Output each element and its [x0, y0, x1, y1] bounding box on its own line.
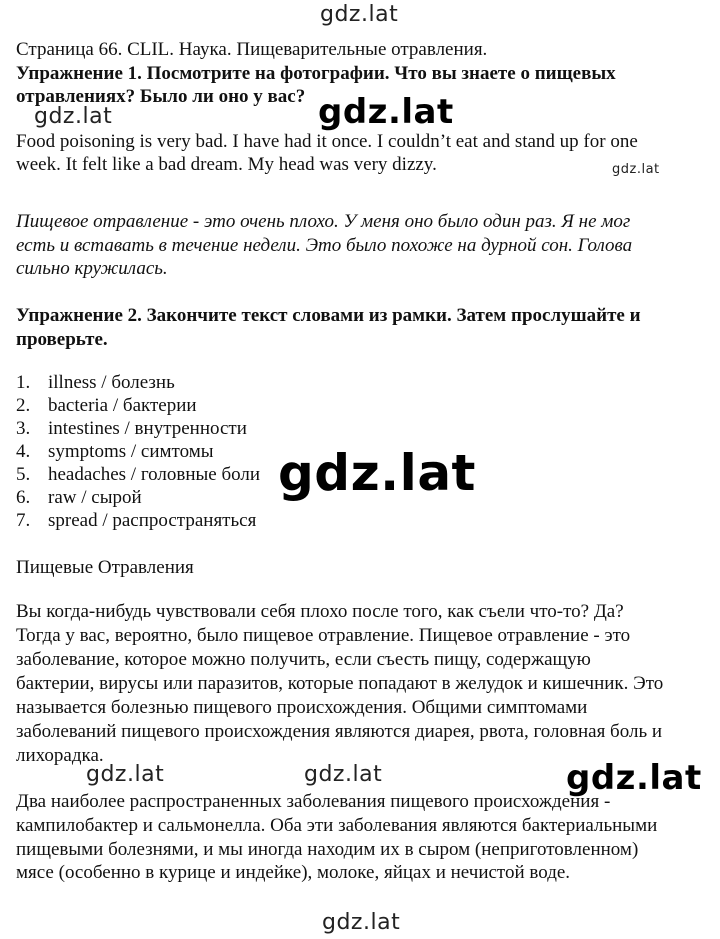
watermark-lower-center: gdz.lat — [304, 762, 383, 787]
watermark-lower-right: gdz.lat — [566, 758, 702, 798]
page-title: Страница 66. CLIL. Наука. Пищеварительные отравления. — [16, 39, 488, 60]
list-item — [16, 486, 142, 509]
article-paragraph-line: кампилобактер и сальмонелла. Оба эти заболевания являются бактериальными — [16, 815, 658, 836]
list-item — [16, 394, 197, 417]
article-paragraph-line: заболеваний пищевого происхождения являются диарея, рвота, головная боль и — [16, 721, 663, 742]
list-item — [16, 463, 260, 486]
list-item-number: 2. — [16, 395, 31, 416]
article-paragraph-line: заболевание, которое можно получить, если съесть пищу, содержащую — [16, 649, 591, 670]
list-item-number: 7. — [16, 510, 31, 531]
watermark-right-small: gdz.lat — [612, 162, 660, 177]
list-item-text: illness / болезнь — [48, 372, 175, 393]
exercise1-russian-line: сильно кружилась. — [16, 258, 168, 279]
list-item — [16, 440, 214, 463]
article-paragraph-line: пищевыми болезнями, и мы иногда находим их в сыром (неприготовленном) — [16, 839, 639, 860]
exercise2-heading-cont: проверьте. — [16, 329, 108, 350]
watermark-bottom: gdz.lat — [322, 910, 401, 935]
list-item — [16, 417, 247, 440]
list-item-text: headaches / головные боли — [48, 464, 261, 485]
list-item-text: symptoms / симтомы — [48, 441, 214, 462]
watermark-lower-left: gdz.lat — [86, 762, 165, 787]
exercise1-russian-line: Пищевое отравление - это очень плохо. У меня оно было один раз. Я не мог — [16, 211, 631, 232]
list-item-text: raw / сырой — [48, 487, 142, 508]
exercise1-heading-cont: отравлениях? Было ли оно у вас? — [16, 86, 306, 107]
watermark-left-upper: gdz.lat — [34, 104, 113, 129]
article-title: Пищевые Отравления — [16, 557, 194, 578]
list-item-number: 5. — [16, 464, 31, 485]
list-item-number: 1. — [16, 372, 31, 393]
article-paragraph-line: Тогда у вас, вероятно, было пищевое отравление. Пищевое отравление - это — [16, 625, 631, 646]
article-paragraph-line: называется болезнью пищевого происхождения. Общими симптомами — [16, 697, 588, 718]
list-item-text: spread / распространяться — [48, 510, 257, 531]
list-item-number: 3. — [16, 418, 31, 439]
exercise1-english-line: Food poisoning is very bad. I have had it once. I couldn’t eat and stand up for one — [16, 131, 638, 152]
article-paragraph-line: мясе (особенно в курице и индейке), молоке, яйцах и нечистой воде. — [16, 862, 571, 883]
exercise1-russian-line: есть и вставать в течение недели. Это было похоже на дурной сон. Голова — [16, 235, 633, 256]
watermark-center-upper: gdz.lat — [318, 92, 454, 132]
list-item-number: 6. — [16, 487, 31, 508]
exercise2-heading: Упражнение 2. Закончите текст словами из рамки. Затем прослушайте и — [16, 305, 641, 326]
list-item-text: intestines / внутренности — [48, 418, 247, 439]
article-paragraph-line: Два наиболее распространенных заболевания пищевого происхождения - — [16, 791, 611, 812]
list-item — [16, 371, 175, 394]
list-item-number: 4. — [16, 441, 31, 462]
exercise1-english-line: week. It felt like a bad dream. My head was very dizzy. — [16, 154, 437, 175]
article-paragraph-line: Вы когда-нибудь чувствовали себя плохо после того, как съели что-то? Да? — [16, 601, 624, 622]
article-paragraph-line: бактерии, вирусы или паразитов, которые попадают в желудок и кишечник. Это — [16, 673, 664, 694]
watermark-top: gdz.lat — [320, 2, 399, 27]
list-item-text: bacteria / бактерии — [48, 395, 197, 416]
list-item — [16, 509, 256, 532]
exercise1-heading: Упражнение 1. Посмотрите на фотографии. Что вы знаете о пищевых — [16, 63, 616, 84]
article-paragraph-line: лихорадка. — [16, 745, 104, 766]
watermark-center-large: gdz.lat — [278, 444, 476, 502]
